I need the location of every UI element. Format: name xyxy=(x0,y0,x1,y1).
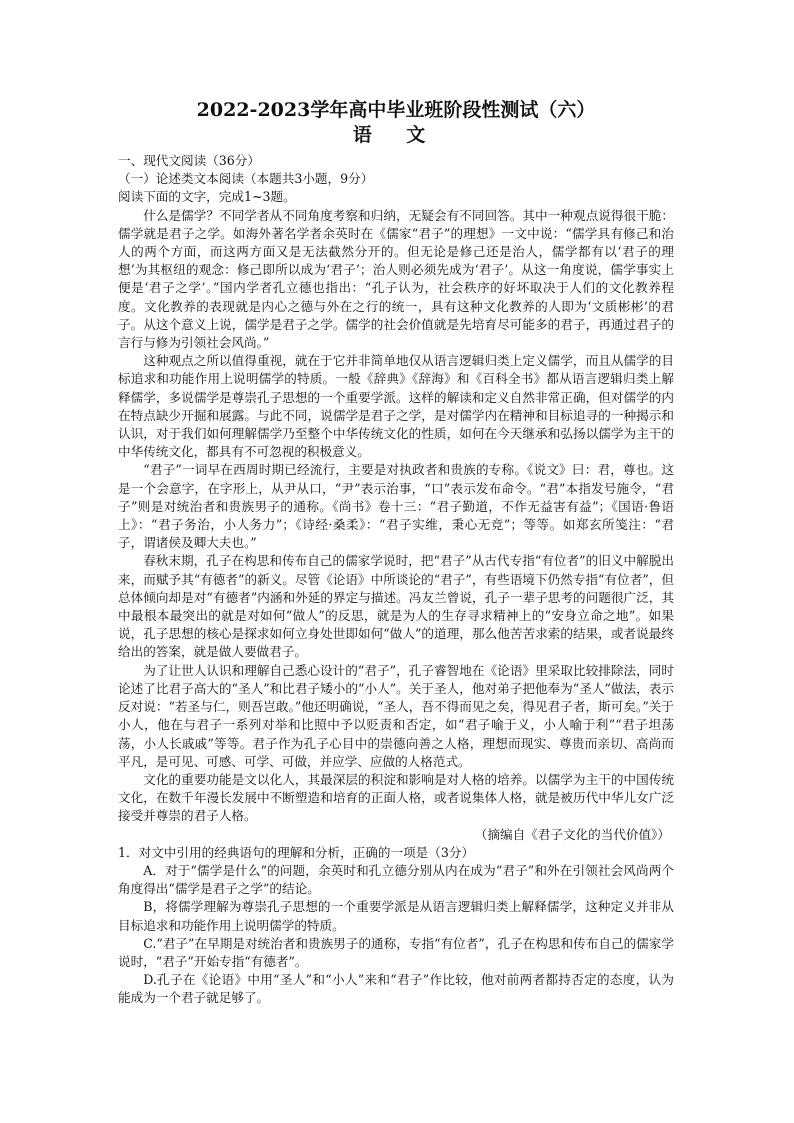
subsection-heading: （一）论述类文本阅读（本题共3小题，9分） xyxy=(118,171,374,187)
option-a: A．对于“儒学是什么”的问题，余英时和孔立德分别从内在成为“君子”和外在引领社会风尚两个角度得出“儒学是君子之学”的结论。 xyxy=(118,862,674,897)
article-source: （摘编自《君子文化的当代价值》） xyxy=(474,826,670,842)
article-paragraph: 什么是儒学？不同学者从不同角度考察和归纳，无疑会有不同回答。其中一种观点说得很干脆：儒学就是君子之学。如海外著名学者余英时在《儒家“君子”的理想》一文中说：“儒学具有修己和治人的两个方面，而这两方面又是无法截然分开的。但无论是修己还是治人，儒学都有以‘君子的理想’为其枢纽的观念：修己即所以成为‘君子’；治人则必须先成为‘君子’。从这一角度说，儒学事实上便是‘君子之学’。”国内学者孔立德也指出：“孔子认为，社会秩序的好坏取决于人们的文化教养程度。文化教养的表现就是内心之德与外在之行的统一，具有这种文化教养的人即为‘文质彬彬’的君子。从这个意义上说，儒学是君子之学。儒学的社会价值就是先培育尽可能多的君子，再通过君子的言行与修为引领社会风尚。” xyxy=(118,207,674,351)
exam-page xyxy=(118,98,674,1008)
subject-title: 语 文 xyxy=(352,124,440,146)
exam-title: 2022-2023学年高中毕业班阶段性测试（六） xyxy=(196,99,596,121)
option-b: B，将儒学理解为尊崇孔子思想的一个重要学派是从语言逻辑归类上解释儒学，这种定义并非从目标追求和功能作用上说明儒学的特质。 xyxy=(118,899,674,933)
question-stem: 1．对文中引用的经典语句的理解和分析，正确的一项是（3分） xyxy=(118,844,475,860)
reading-instruction: 阅读下面的文字，完成1~3题。 xyxy=(118,189,296,205)
option-c: C.“君子”在早期是对统治者和贵族男子的通称，专指“有位者”，孔子在构思和传布自己的儒家学说时，“君子”开始专指“有德者”。 xyxy=(118,935,674,969)
article-paragraph: 文化的重要功能是文以化人，其最深层的积淀和影响是对人格的培养。以儒学为主干的中国传统文化，在数千年漫长发展中不断塑造和培育的正面人格，或者说集体人格，就是被历代中华儿女广泛接受并尊崇的君子人格。 xyxy=(118,771,674,824)
article-paragraph: 这种观点之所以值得重视，就在于它并非简单地仅从语言逻辑归类上定义儒学，而且从儒学的目标追求和功能作用上说明儒学的特质。一般《辞典》《辞海》和《百科全书》都从语言逻辑归类上解释儒学，多说儒学是尊崇孔子思想的一个重要学派。这样的解读和定义自然非常正确，但对儒学的内在特点缺少开掘和展露。与此不同，说儒学是君子之学，是对儒学内在精神和目标追寻的一种揭示和认识，对于我们如何理解儒学乃至整个中华传统文化的性质，如何在今天继承和弘扬以儒学为主干的中华传统文化，都具有不可忽视的积极意义。 xyxy=(118,353,674,460)
article-paragraph: 为了让世人认识和理解自己悉心设计的“君子”，孔子睿智地在《论语》里采取比较排除法，同时论述了比君子高大的“圣人”和比君子矮小的“小人”。关于圣人，他对弟子把他奉为“圣人”做法，表示反对说：“若圣与仁，则吾岂敢。”他还明确说，“圣人，吾不得而见之矣，得见君子者，斯可矣。”关于小人，他在与君子一系列对举和比照中予以贬责和否定，如“君子喻于义，小人喻于利”“君子坦荡荡，小人长戚戚”等等。君子作为孔子心目中的崇德向善之人格，理想而现实、尊贵而亲切、高尚而平凡，是可见、可感、可学、可做，并应学、应做的人格范式。 xyxy=(118,662,674,769)
section-heading: 一、现代文阅读（36分） xyxy=(118,153,260,168)
article-paragraph: “君子”一词早在西周时期已经流行，主要是对执政者和贵族的专称。《说文》曰：君，尊也。这是一个会意字，在字形上，从尹从口，“尹”表示治事，“口”表示发布命令。“君”本指发号施令，“君子”则是对统治者和贵族男子的通称。《尚书》卷十三：“君子勤道，不作无益害有益”；《国语·鲁语上》：“君子务治，小人务力”；《诗经·桑柔》：“君子实维，秉心无竞”；等等。如郑玄所笺注：“君子，谓诸侯及卿大夫也。” xyxy=(118,462,674,551)
option-d: D.孔子在《论语》中用“圣人”和“小人”来和“君子”作比较，他对前两者都持否定的态度，认为能成为一个君子就足够了。 xyxy=(118,972,674,1006)
article-paragraph: 春秋末期，孔子在构思和传布自己的儒家学说时，把“君子”从古代专指“有位者”的旧义中解脱出来，而赋予其“有德者”的新义。尽管《论语》中所谈论的“君子”，有些语境下仍然专指“有位者”，但总体倾向却是对“有德者”内涵和外延的界定与描述。冯友兰曾说，孔子一辈子思考的问题很广泛，其中最根本最突出的就是对如何“做人”的反思，就是为人的生存寻求精神上的“安身立命之地”。如果说，孔子思想的核心是探求如何立身处世即如何“做人”的道理，那么他苦苦求索的结果，或者说最终给出的答案，就是做人要做君子。 xyxy=(118,553,674,660)
